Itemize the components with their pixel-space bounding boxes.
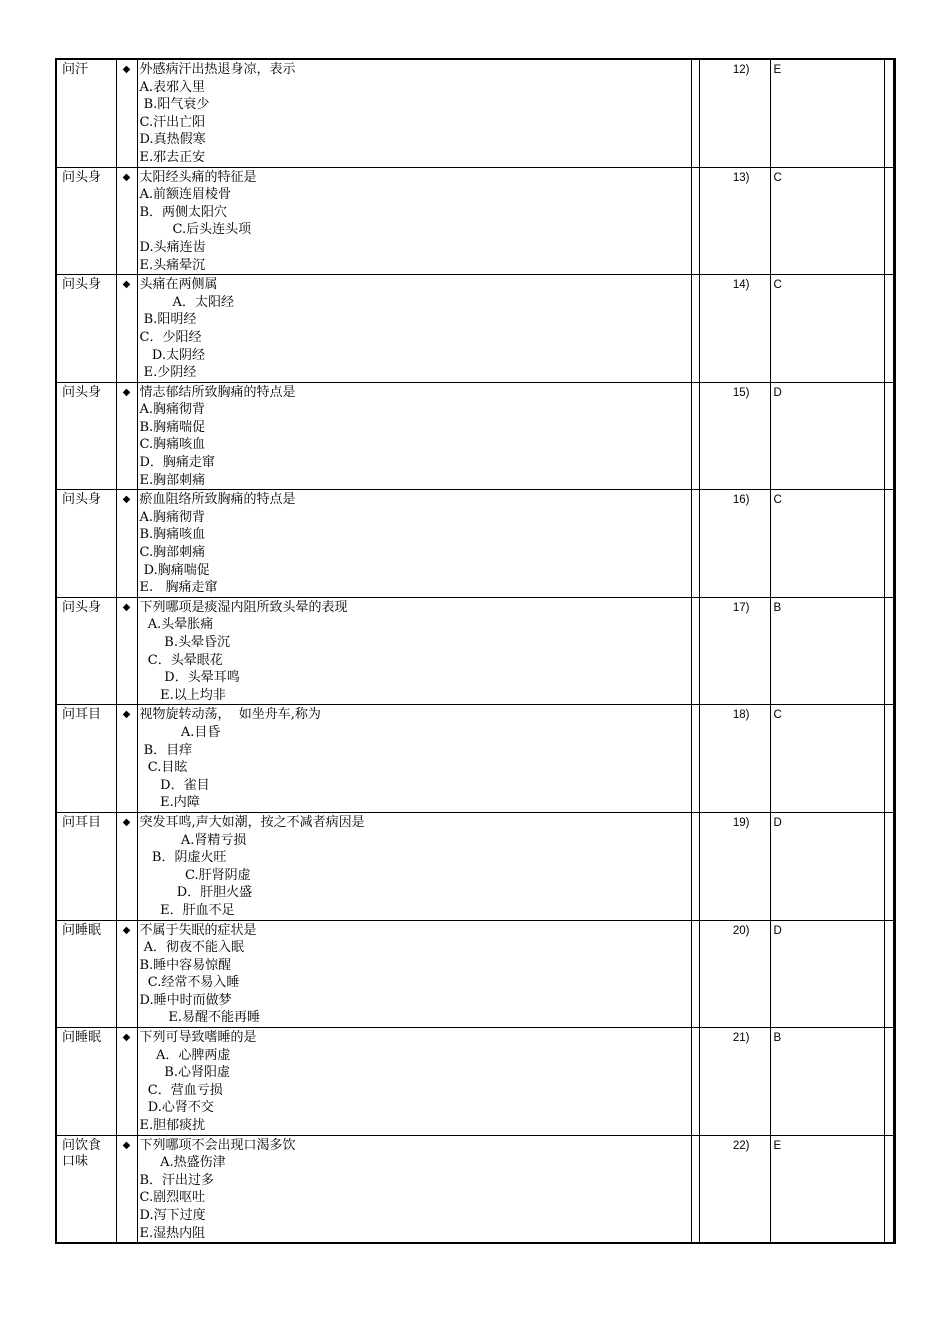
answer-option: E.胆郁痰扰 (139, 1118, 206, 1134)
question-text-cell (137, 920, 691, 1028)
answer-option: D．头晕耳鸣 (139, 670, 240, 686)
spacer-cell (691, 382, 699, 490)
answer-key: E (770, 1135, 884, 1243)
answer-option: A.热盛伤津 (139, 1155, 226, 1171)
category-cell: 问耳目 (56, 705, 116, 813)
question-number: 20) (699, 920, 770, 1028)
question-text-cell (137, 597, 691, 705)
answer-option: C.胸部刺痛 (139, 545, 206, 561)
category-cell: 问头身 (56, 382, 116, 490)
question-stem: 不属于失眠的症状是 (139, 922, 257, 938)
edge-cell (884, 812, 894, 920)
table-row (56, 920, 894, 1028)
answer-option: E.胸部刺痛 (139, 472, 206, 488)
answer-option: A．心脾两虚 (139, 1047, 231, 1063)
category-cell: 问睡眠 (56, 1028, 116, 1136)
answer-option: E.易醒不能再睡 (139, 1010, 261, 1026)
spacer-cell (691, 59, 699, 167)
edge-cell (884, 382, 894, 490)
answer-option: B.心肾阳虚 (139, 1065, 230, 1081)
category-cell: 问饮食口味 (56, 1135, 116, 1243)
question-text-cell (137, 1135, 691, 1243)
answer-key: C (770, 490, 884, 598)
edge-cell (884, 167, 894, 275)
answer-option: E.以上均非 (139, 687, 226, 703)
edge-cell (884, 1028, 894, 1136)
answer-option: B.阳气衰少 (139, 97, 210, 113)
answer-key: C (770, 275, 884, 383)
question-stem: 下列哪项不会出现口渴多饮 (139, 1137, 296, 1153)
question-stem: 下列可导致嗜睡的是 (139, 1030, 257, 1046)
spacer-cell (691, 1135, 699, 1243)
question-stem: 太阳经头痛的特征是 (139, 169, 257, 185)
edge-cell (884, 275, 894, 383)
answer-option: C．头晕眼花 (139, 652, 223, 668)
diamond-bullet-icon: ◆ (116, 597, 137, 705)
question-stem: 头痛在两侧属 (139, 277, 218, 293)
answer-option: D．肝胆火盛 (139, 885, 253, 901)
spacer-cell (691, 490, 699, 598)
diamond-bullet-icon: ◆ (116, 1028, 137, 1136)
answer-option: C.胸痛咳血 (139, 437, 206, 453)
question-table (55, 58, 896, 1244)
answer-key: E (770, 59, 884, 167)
answer-option: A．彻夜不能入眠 (139, 940, 245, 956)
answer-option: E．肝血不足 (139, 902, 235, 918)
question-number: 15) (699, 382, 770, 490)
question-text-cell (137, 490, 691, 598)
answer-option: C.经常不易入睡 (139, 975, 240, 991)
diamond-bullet-icon: ◆ (116, 275, 137, 383)
question-text-cell (137, 59, 691, 167)
answer-option: D.胸痛喘促 (139, 562, 210, 578)
table-row (56, 167, 894, 275)
answer-option: A.前额连眉棱骨 (139, 187, 232, 203)
question-text-cell (137, 705, 691, 813)
diamond-bullet-icon: ◆ (116, 167, 137, 275)
answer-option: B.胸痛咳血 (139, 527, 206, 543)
answer-option: D.真热假寒 (139, 132, 206, 148)
answer-option: D.泻下过度 (139, 1208, 206, 1223)
answer-option: C．营血亏损 (139, 1082, 223, 1098)
question-number: 22) (699, 1135, 770, 1243)
question-text-cell (137, 1028, 691, 1136)
answer-option: B.睡中容易惊醒 (139, 957, 232, 973)
question-stem: 下列哪项是痰湿内阻所致头晕的表现 (139, 599, 348, 615)
diamond-bullet-icon: ◆ (116, 920, 137, 1028)
answer-option: C.肝肾阴虚 (139, 867, 251, 883)
edge-cell (884, 920, 894, 1028)
spacer-cell (691, 920, 699, 1028)
answer-option: E.内障 (139, 795, 200, 811)
answer-option: A.头晕胀痛 (139, 617, 214, 633)
answer-option: D.睡中时而做梦 (139, 992, 232, 1008)
answer-option: B．两侧太阳穴 (139, 204, 228, 220)
answer-option: D.头痛连齿 (139, 239, 206, 255)
answer-option: C.目眩 (139, 760, 188, 776)
category-cell: 问头身 (56, 597, 116, 705)
answer-option: D．雀目 (139, 777, 210, 793)
answer-option: A.胸痛彻背 (139, 509, 206, 525)
answer-option: B．汗出过多 (139, 1172, 215, 1188)
category-cell: 问头身 (56, 275, 116, 383)
edge-cell (884, 490, 894, 598)
answer-key: B (770, 1028, 884, 1136)
question-stem: 情志郁结所致胸痛的特点是 (139, 384, 296, 400)
diamond-bullet-icon: ◆ (116, 382, 137, 490)
answer-option: C.后头连头项 (139, 222, 252, 238)
question-number: 21) (699, 1028, 770, 1136)
category-cell: 问汗 (56, 59, 116, 167)
question-text-cell (137, 812, 691, 920)
edge-cell (884, 59, 894, 167)
question-text-cell (137, 275, 691, 383)
answer-option: D．胸痛走窜 (139, 455, 215, 471)
answer-option: B.头晕昏沉 (139, 635, 230, 650)
answer-key: C (770, 705, 884, 813)
diamond-bullet-icon: ◆ (116, 59, 137, 167)
answer-option: B.胸痛喘促 (139, 419, 206, 435)
diamond-bullet-icon: ◆ (116, 812, 137, 920)
answer-option: B.阳明经 (139, 312, 197, 328)
answer-option: C.剧烈呕吐 (139, 1190, 206, 1206)
question-number: 19) (699, 812, 770, 920)
answer-option: C．少阳经 (139, 329, 202, 345)
question-text-cell (137, 382, 691, 490)
answer-option: E.湿热内阻 (139, 1225, 206, 1241)
answer-key: B (770, 597, 884, 705)
question-number: 13) (699, 167, 770, 275)
category-cell: 问头身 (56, 490, 116, 598)
answer-option: A.肾精亏损 (139, 832, 247, 848)
spacer-cell (691, 167, 699, 275)
spacer-cell (691, 1028, 699, 1136)
table-row (56, 490, 894, 598)
answer-option: E.少阴经 (139, 365, 197, 381)
question-stem: 视物旋转动荡， 如坐舟车,称为 (139, 707, 321, 723)
question-number: 16) (699, 490, 770, 598)
category-cell: 问睡眠 (56, 920, 116, 1028)
diamond-bullet-icon: ◆ (116, 705, 137, 813)
answer-option: E. 胸痛走窜 (139, 580, 218, 596)
answer-option: B．目痒 (139, 742, 193, 758)
table-row (56, 1135, 894, 1243)
table-row (56, 1028, 894, 1136)
table-row (56, 705, 894, 813)
answer-key: D (770, 920, 884, 1028)
table-row (56, 275, 894, 383)
diamond-bullet-icon: ◆ (116, 1135, 137, 1243)
answer-option: D.心肾不交 (139, 1100, 214, 1116)
edge-cell (884, 1135, 894, 1243)
edge-cell (884, 705, 894, 813)
answer-option: A.表邪入里 (139, 79, 206, 95)
answer-option: A．太阳经 (139, 294, 234, 310)
answer-key: D (770, 812, 884, 920)
question-number: 18) (699, 705, 770, 813)
spacer-cell (691, 597, 699, 705)
diamond-bullet-icon: ◆ (116, 490, 137, 598)
answer-option: A.胸痛彻背 (139, 402, 206, 418)
answer-key: C (770, 167, 884, 275)
question-number: 14) (699, 275, 770, 383)
table-row (56, 382, 894, 490)
category-cell: 问头身 (56, 167, 116, 275)
question-number: 12) (699, 59, 770, 167)
question-number: 17) (699, 597, 770, 705)
table-row (56, 812, 894, 920)
answer-option: E.头痛晕沉 (139, 257, 206, 273)
answer-option: C.汗出亡阳 (139, 114, 206, 130)
answer-option: A.目昏 (139, 724, 221, 740)
question-stem: 瘀血阻络所致胸痛的特点是 (139, 492, 296, 508)
question-stem: 突发耳鸣,声大如潮，按之不减者病因是 (139, 814, 365, 830)
answer-key: D (770, 382, 884, 490)
answer-option: D.太阴经 (139, 347, 205, 363)
spacer-cell (691, 705, 699, 813)
category-cell: 问耳目 (56, 812, 116, 920)
table-row (56, 597, 894, 705)
question-stem: 外感病汗出热退身凉，表示 (139, 62, 296, 77)
answer-option: B．阴虚火旺 (139, 850, 227, 866)
spacer-cell (691, 812, 699, 920)
spacer-cell (691, 275, 699, 383)
answer-option: E.邪去正安 (139, 149, 206, 165)
table-row (56, 59, 894, 167)
question-text-cell (137, 167, 691, 275)
edge-cell (884, 597, 894, 705)
